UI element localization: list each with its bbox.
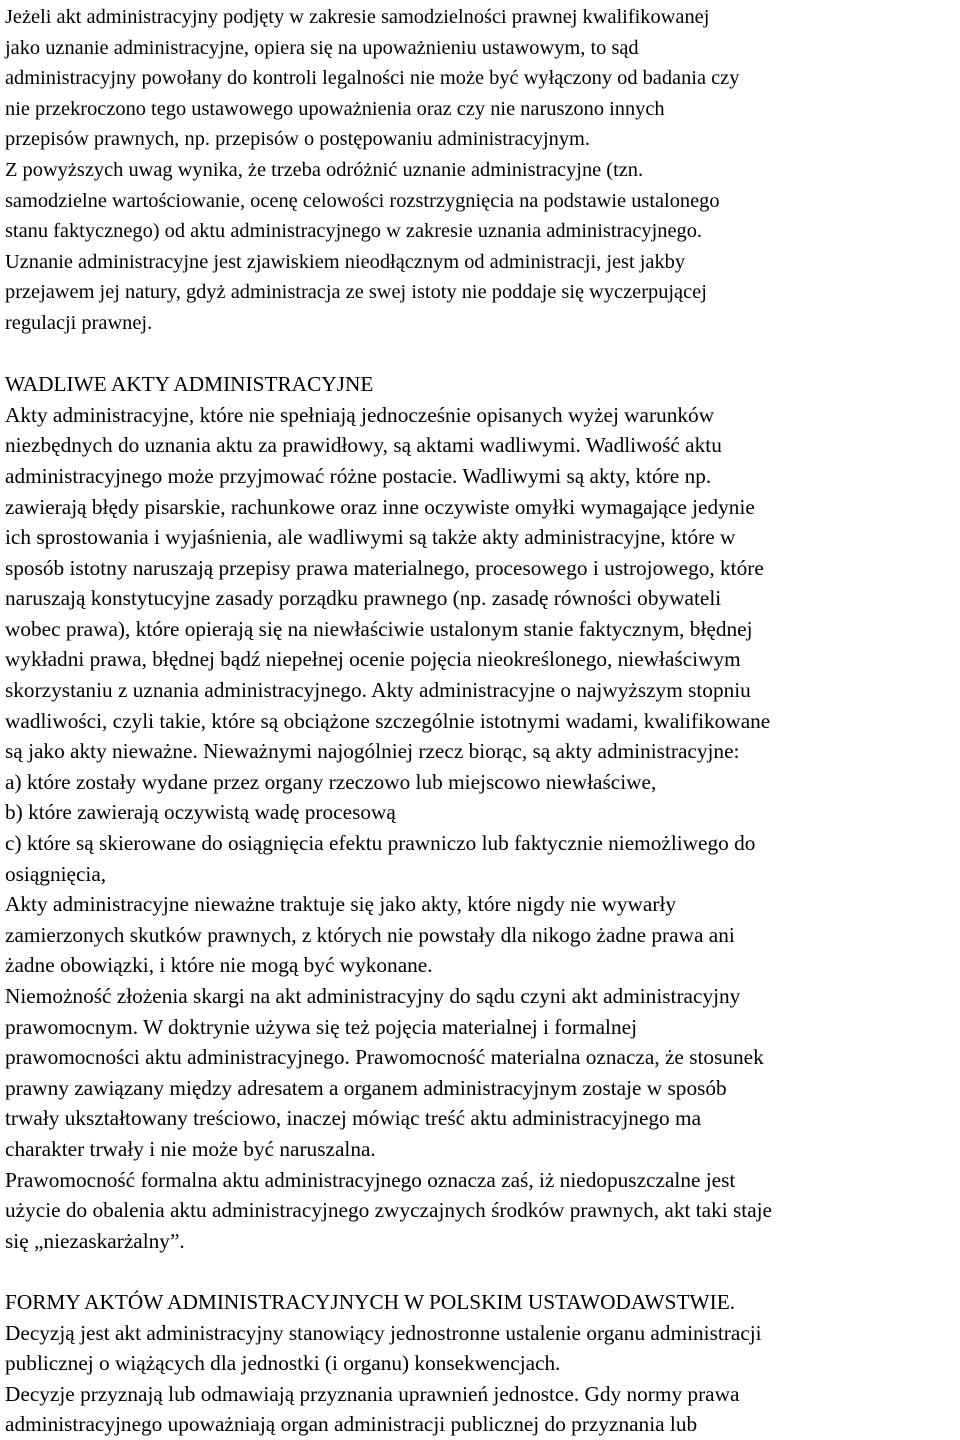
text-line: administracyjnego upoważniają organ administracji publicznej do przyznania lub bbox=[5, 1412, 698, 1437]
text-line: regulacji prawnej. bbox=[5, 311, 153, 334]
text-line: Z powyższych uwag wynika, że trzeba odróżnić uznanie administracyjne (tzn. bbox=[5, 158, 644, 181]
section-heading-act-forms: FORMY AKTÓW ADMINISTRACYJNYCH W POLSKIM USTAWODAWSTWIE. bbox=[5, 1289, 736, 1314]
text-line: prawomocnym. W doktrynie używa się też pojęcia materialnej i formalnej bbox=[5, 1014, 637, 1039]
text-line: się „niezaskarżalny”. bbox=[5, 1228, 185, 1253]
text-line: Akty administracyjne nieważne traktuje się jako akty, które nigdy nie wywarły bbox=[5, 892, 677, 917]
text-line: b) które zawierają oczywistą wadę procesową bbox=[5, 800, 396, 825]
text-line: jako uznanie administracyjne, opiera się na upoważnieniu ustawowym, to sąd bbox=[5, 36, 639, 59]
text-line: są jako akty nieważne. Nieważnymi najogólniej rzecz biorąc, są akty administracyjne: bbox=[5, 739, 740, 764]
text-line: osiągnięcia, bbox=[5, 861, 107, 886]
text-line: stanu faktycznego) od aktu administracyjnego w zakresie uznania administracyjnego. bbox=[5, 220, 702, 243]
text-line: a) które zostały wydane przez organy rzeczowo lub miejscowo niewłaściwe, bbox=[5, 769, 657, 794]
text-line: zawierają błędy pisarskie, rachunkowe oraz inne oczywiste omyłki wymagające jedynie bbox=[5, 494, 755, 519]
section-heading-defective-acts: WADLIWE AKTY ADMINISTRACYJNE bbox=[5, 372, 374, 397]
text-line: użycie do obalenia aktu administracyjnego zwyczajnych środków prawnych, akt taki staje bbox=[5, 1198, 773, 1223]
text-line: publicznej o wiążących dla jednostki (i organu) konsekwencjach. bbox=[5, 1351, 561, 1376]
text-line: c) które są skierowane do osiągnięcia efektu prawniczo lub faktycznie niemożliwego do bbox=[5, 831, 756, 856]
act-forms-paragraph bbox=[5, 1318, 957, 1440]
text-line: Jeżeli akt administracyjny podjęty w zakresie samodzielności prawnej kwalifikowanej bbox=[5, 6, 710, 28]
text-line: trwały ukształtowany treściowo, inaczej mówiąc treść aktu administracyjnego ma bbox=[5, 1106, 702, 1131]
text-line: żadne obowiązki, i które nie mogą być wykonane. bbox=[5, 953, 433, 978]
text-line: wykładni prawa, błędnej bądź niepełnej ocenie pojęcia nieokreślonego, niewłaściwym bbox=[5, 647, 741, 672]
text-line: przejawem jej natury, gdyż administracja ze swej istoty nie poddaje się wyczerpującej bbox=[5, 281, 707, 304]
text-line: samodzielne wartościowanie, ocenę celowości rozstrzygnięcia na podstawie ustalonego bbox=[5, 189, 720, 212]
text-line: ich sprostowania i wyjaśnienia, ale wadliwymi są także akty administracyjne, które w bbox=[5, 525, 736, 550]
intro-paragraph bbox=[5, 2, 957, 339]
text-line: Akty administracyjne, które nie spełniają jednocześnie opisanych wyżej warunków bbox=[5, 402, 715, 427]
text-line: Prawomocność formalna aktu administracyjnego oznacza zaś, iż niedopuszczalne jest bbox=[5, 1167, 736, 1192]
text-line: Uznanie administracyjne jest zjawiskiem nieodłącznym od administracji, jest jakby bbox=[5, 250, 686, 273]
document-page bbox=[5, 2, 957, 1440]
text-line: administracyjnego może przyjmować różne postacie. Wadliwymi są akty, które np. bbox=[5, 463, 712, 488]
text-line: wobec prawa), które opierają się na niewłaściwie ustalonym stanie faktycznym, błędnej bbox=[5, 616, 753, 641]
text-line: przepisów prawnych, np. przepisów o postępowaniu administracyjnym. bbox=[5, 128, 590, 151]
text-line: prawny zawiązany między adresatem a organem administracyjnym zostaje w sposób bbox=[5, 1075, 727, 1100]
text-line: Decyzje przyznają lub odmawiają przyznania uprawnień jednostce. Gdy normy prawa bbox=[5, 1381, 740, 1406]
defective-acts-paragraph bbox=[5, 400, 957, 1257]
text-line: naruszają konstytucyjne zasady porządku prawnego (np. zasadę równości obywateli bbox=[5, 586, 722, 611]
text-line: prawomocności aktu administracyjnego. Prawomocność materialna oznacza, że stosunek bbox=[5, 1045, 764, 1070]
text-line: administracyjny powołany do kontroli legalności nie może być wyłączony od badania czy bbox=[5, 67, 740, 90]
text-line: skorzystaniu z uznania administracyjnego. Akty administracyjne o najwyższym stopniu bbox=[5, 678, 751, 703]
text-line: zamierzonych skutków prawnych, z których nie powstały dla nikogo żadne prawa ani bbox=[5, 922, 735, 947]
text-line: charakter trwały i nie może być naruszalna. bbox=[5, 1136, 376, 1161]
text-line: niezbędnych do uznania aktu za prawidłowy, są aktami wadliwymi. Wadliwość aktu bbox=[5, 433, 722, 458]
text-line: Decyzją jest akt administracyjny stanowiący jednostronne ustalenie organu administracji bbox=[5, 1320, 762, 1345]
text-line: sposób istotny naruszają przepisy prawa materialnego, procesowego i ustrojowego, które bbox=[5, 555, 764, 580]
text-line: wadliwości, czyli takie, które są obciążone szczególnie istotnymi wadami, kwalifikowane bbox=[5, 708, 771, 733]
text-line: Niemożność złożenia skargi na akt administracyjny do sądu czyni akt administracyjny bbox=[5, 984, 741, 1008]
text-line: nie przekroczono tego ustawowego upoważnienia oraz czy nie naruszono innych bbox=[5, 97, 665, 120]
